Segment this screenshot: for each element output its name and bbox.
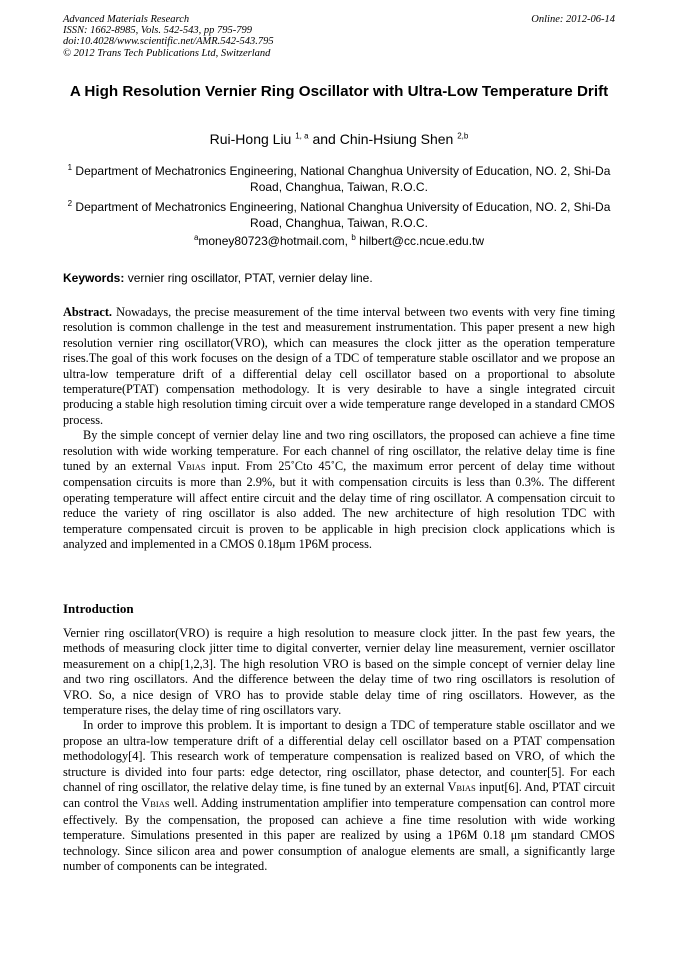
affiliation-2-number: 2 [67, 199, 73, 208]
online-date: Online: 2012-06-14 [531, 14, 615, 25]
intro-p2-text-a: In order to improve this problem. It is important to design a TDC of temperature stable oscillator and we propose an ultra-low temperature drift of a differential delay cell oscillator based on a PTAT compensation methodology[4]. This research work of temperature compensation is realized based on VRO, of which the structure is divided into four parts: edge detector, ring oscillator, phase detector, and counter[5]. For each channel of ring oscillator, the relative delay time, is fine tuned by an external V [63, 718, 615, 795]
keywords [63, 271, 615, 285]
email-a: money80723@hotmail.com, [198, 234, 348, 248]
issn-line: ISSN: 1662-8985, Vols. 542-543, pp 795-799 [63, 25, 252, 37]
copyright-line: © 2012 Trans Tech Publications Ltd, Switzerland [63, 47, 271, 59]
keywords-text: vernier ring oscillator, PTAT, vernier delay line. [127, 271, 373, 285]
author-1: Rui-Hong Liu [209, 131, 292, 147]
author-2-affil: 2,b [457, 131, 469, 141]
abstract-p2-text-b: input. From 25˚Cto 45˚C, the maximum error percent of delay time without compensation circuits is more than 2.9%, but it with compensation circuits is less than 0.3%. The different operating temperature will affect entire circuit and the delay time of ring oscillator. A compensation circuit to reduce the variety of ring oscillator is also added. The new architecture of high resolution TDC with temperature compensated circuit is proven to be applicable in high precision clock applications which is analyzed and implemented in a CMOS 0.18μm 1P6M process. [63, 459, 615, 552]
author-and: and [312, 131, 336, 147]
intro-p2-text-c: well. Adding instrumentation amplifier into temperature compensation can control more effectively. By the compensation, the proposed can achieve a fine time resolution with wide working temperature. Simulations presented in this paper are realized by using a 1P6M 0.18 μm standard CMOS technology. Since silicon area and power consumption of analogue elements are small, a significantly large number of components can be integrated. [63, 796, 615, 874]
author-line [63, 131, 615, 147]
abstract-label: Abstract. [63, 305, 113, 319]
affiliation-1-number: 1 [67, 163, 73, 172]
email-b: hilbert@cc.ncue.edu.tw [359, 234, 485, 248]
abstract-paragraph-2 [63, 428, 615, 552]
abstract [63, 305, 615, 553]
affiliation-2-text: Department of Mechatronics Engineering, National Changhua University of Education, NO. 2, Shi-Da Road, Changhua, Taiwan, R.O.C. [75, 200, 611, 230]
affiliation-1-text: Department of Mechatronics Engineering, National Changhua University of Education, NO. 2, Shi-Da Road, Changhua, Taiwan, R.O.C. [75, 164, 611, 194]
vbias-subscript-2: BIAS [150, 799, 170, 810]
affiliation-2 [63, 199, 615, 231]
introduction [63, 626, 615, 875]
author-1-affil: 1, a [295, 131, 309, 141]
vbias-subscript: BIAS [186, 462, 206, 473]
intro-p2-text-b: input[6]. And, PTAT circuit can control the V [63, 780, 615, 811]
intro-paragraph-1: Vernier ring oscillator(VRO) is require a high resolution to measure clock jitter. In the past few years, the methods of measuring clock jitter time to digital converter, vernier delay line measurement, vernier oscillator measurement on a chip[1,2,3]. The high resolution VRO is based on the simple concept of vernier delay line and two ring oscillators. And the difference between the delay time of two ring oscillators is resolution of VRO. So, a nice design of VRO has to provide stable delay time of ring oscillators. However, as the temperature rises, the delay time of ring oscillators vary. [63, 626, 615, 718]
keywords-label: Keywords: [63, 271, 125, 285]
abstract-p1-text: Nowadays, the precise measurement of the time interval between two events with very fine timing resolution is common challenge in the test and measurement instrumentation. This paper present a new high resolution vernier ring oscillator(VRO), which can measures the clock jitter as the operation temperature rises.The goal of this work focuses on the design of a TDC of temperature stable oscillator and we propose an ultra-low temperature drift of a differential delay cell oscillator based on a proportional to absolute temperature(PTAT) compensation methodology. It is very desirable to have a single integrated circuit producing a stable high resolution timing circuit over a wide temperature range developed in a standard CMOS process. [63, 305, 615, 427]
paper-title: A High Resolution Vernier Ring Oscillator with Ultra-Low Temperature Drift [69, 83, 609, 100]
email-b-marker: b [351, 233, 356, 242]
section-heading-introduction: Introduction [63, 601, 134, 616]
abstract-paragraph-1 [63, 305, 615, 428]
abstract-p2-text-a: By the simple concept of vernier delay line and two ring oscillators, the proposed can achieve a fine time resolution with wide working temperature. For each channel of ring oscillator, the relative delay time is fine tuned by an external V [63, 428, 615, 474]
affiliation-1 [63, 163, 615, 195]
email-line [63, 234, 615, 248]
journal-name: Advanced Materials Research [63, 14, 190, 25]
email-a-marker: a [193, 233, 199, 242]
intro-paragraph-2 [63, 718, 615, 874]
vbias-subscript-1: BIAS [456, 783, 476, 794]
journal-header [63, 14, 615, 59]
author-2: Chin-Hsiung Shen [339, 131, 454, 147]
doi-line: doi:10.4028/www.scientific.net/AMR.542-543.795 [63, 36, 274, 48]
